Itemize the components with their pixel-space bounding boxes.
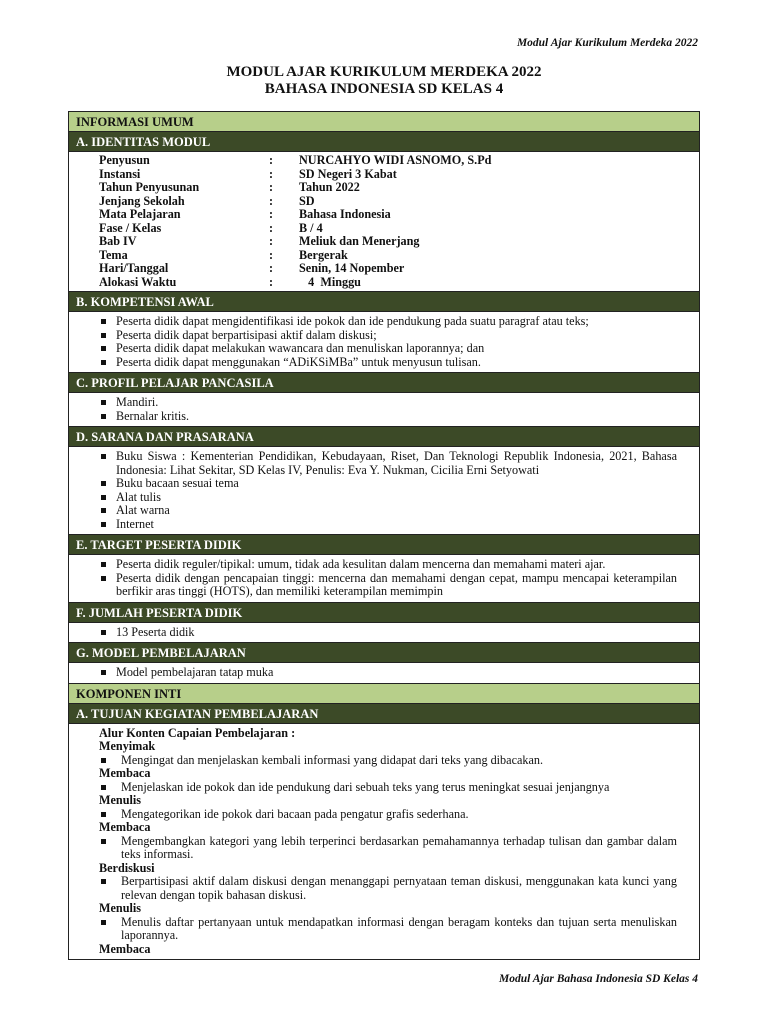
jumlah-heading: F. JUMLAH PESERTA DIDIK bbox=[69, 603, 699, 623]
identitas-key: Alokasi Waktu bbox=[99, 274, 177, 289]
identitas-row bbox=[99, 181, 677, 195]
module-table bbox=[68, 111, 700, 960]
profil-item: Bernalar kritis. bbox=[99, 410, 677, 424]
identitas-value: Senin, 14 Nopember bbox=[299, 261, 405, 275]
identitas-key: Tahun Penyusunan bbox=[99, 180, 200, 194]
tujuan-group-title: Membaca bbox=[99, 941, 151, 956]
identitas-heading: A. IDENTITAS MODUL bbox=[69, 132, 699, 152]
target-section bbox=[69, 555, 699, 603]
target-heading: E. TARGET PESERTA DIDIK bbox=[69, 535, 699, 555]
document-title bbox=[0, 64, 768, 98]
identitas-row bbox=[99, 208, 677, 222]
identitas-row bbox=[99, 168, 677, 182]
tujuan-item: Menjelaskan ide pokok dan ide pendukung dari sebuah teks yang terus meningkat sesuai jenjangnya bbox=[99, 781, 677, 795]
sarana-item: Alat warna bbox=[99, 504, 677, 518]
tujuan-group-list bbox=[99, 916, 677, 943]
sarana-heading: D. SARANA DAN PRASARANA bbox=[69, 427, 699, 447]
sarana-section bbox=[69, 447, 699, 535]
jumlah-item: 13 Peserta didik bbox=[99, 626, 677, 640]
identitas-value: Bahasa Indonesia bbox=[299, 207, 391, 221]
identitas-colon: : bbox=[269, 274, 274, 289]
sarana-item: Internet bbox=[99, 518, 677, 532]
tujuan-group-title: Membaca bbox=[99, 766, 151, 780]
title-line-1: MODUL AJAR KURIKULUM MERDEKA 2022 bbox=[226, 64, 542, 80]
identitas-key: Instansi bbox=[99, 166, 141, 181]
identitas-colon: : bbox=[269, 207, 274, 221]
target-list bbox=[99, 558, 677, 599]
identitas-row bbox=[99, 249, 677, 263]
header-note: Modul Ajar Kurikulum Merdeka 2022 bbox=[516, 37, 698, 49]
informasi-umum-bar: INFORMASI UMUM bbox=[69, 112, 699, 132]
profil-heading: C. PROFIL PELAJAR PANCASILA bbox=[69, 373, 699, 393]
tujuan-group-title: Menyimak bbox=[99, 739, 156, 753]
identitas-colon: : bbox=[269, 220, 274, 235]
tujuan-group-title: Menulis bbox=[99, 901, 141, 915]
identitas-colon: : bbox=[269, 261, 274, 275]
tujuan-item: Berpartisipasi aktif dalam diskusi dengan menanggapi pernyataan teman diskusi, menggunakan kata kunci yang relevan dengan topik bahasan diskusi. bbox=[99, 875, 677, 902]
identitas-colon: : bbox=[269, 166, 274, 181]
tujuan-group-list bbox=[99, 875, 677, 902]
kompetensi-list bbox=[99, 315, 677, 369]
tujuan-group-list bbox=[99, 754, 677, 768]
identitas-key: Bab IV bbox=[99, 234, 137, 248]
identitas-value: B / 4 bbox=[299, 220, 323, 235]
tujuan-heading: A. TUJUAN KEGIATAN PEMBELAJARAN bbox=[69, 704, 699, 724]
identitas-colon: : bbox=[269, 153, 274, 167]
sarana-list bbox=[99, 450, 677, 531]
identitas-value: 4 Minggu bbox=[299, 274, 361, 289]
identitas-row bbox=[99, 195, 677, 209]
kompetensi-item: Peserta didik dapat berpartisipasi aktif dalam diskusi; bbox=[99, 329, 677, 343]
identitas-value: Meliuk dan Menerjang bbox=[299, 234, 420, 248]
profil-section bbox=[69, 393, 699, 427]
identitas-colon: : bbox=[269, 234, 274, 248]
identitas-colon: : bbox=[269, 247, 274, 262]
identitas-value: NURCAHYO WIDI ASNOMO, S.Pd bbox=[299, 153, 492, 167]
identitas-value: SD Negeri 3 Kabat bbox=[299, 166, 397, 181]
identitas-row bbox=[99, 276, 677, 290]
kompetensi-section bbox=[69, 312, 699, 373]
alur-konten-title: Alur Konten Capaian Pembelajaran : bbox=[99, 725, 296, 740]
kompetensi-item: Peserta didik dapat menggunakan “ADiKSiMBa” untuk menyusun tulisan. bbox=[99, 356, 677, 370]
identitas-value: Tahun 2022 bbox=[299, 180, 360, 194]
tujuan-group-list bbox=[99, 835, 677, 862]
identitas-key: Fase / Kelas bbox=[99, 220, 162, 235]
target-item: Peserta didik dengan pencapaian tinggi: mencerna dan memahami dengan cepat, mampu mencapai keterampilan berfikir aras tinggi (HOTS), dan memiliki keterampilan memimpin bbox=[99, 572, 677, 599]
tujuan-section bbox=[69, 724, 699, 961]
identitas-section bbox=[69, 152, 699, 292]
profil-item: Mandiri. bbox=[99, 396, 677, 410]
identitas-colon: : bbox=[269, 180, 274, 194]
tujuan-group-list bbox=[99, 781, 677, 795]
sarana-item: Alat tulis bbox=[99, 491, 677, 505]
model-list bbox=[99, 666, 677, 680]
sarana-item: Buku Siswa : Kementerian Pendidikan, Kebudayaan, Riset, Dan Teknologi Republik Indonesia, 2021, Bahasa Indonesia: Lihat Sekitar, SD Kelas IV, Penulis: Eva Y. Nukman, Cicilia Erni Setyowati bbox=[99, 450, 677, 477]
model-heading: G. MODEL PEMBELAJARAN bbox=[69, 643, 699, 663]
tujuan-item: Mengategorikan ide pokok dari bacaan pada pengatur grafis sederhana. bbox=[99, 808, 677, 822]
komponen-inti-bar: KOMPONEN INTI bbox=[69, 684, 699, 704]
sarana-item: Buku bacaan sesuai tema bbox=[99, 477, 677, 491]
identitas-row bbox=[99, 222, 677, 236]
footer-note: Modul Ajar Bahasa Indonesia SD Kelas 4 bbox=[499, 973, 698, 985]
kompetensi-heading: B. KOMPETENSI AWAL bbox=[69, 292, 699, 312]
identitas-value: SD bbox=[299, 193, 315, 208]
model-item: Model pembelajaran tatap muka bbox=[99, 666, 677, 680]
identitas-key: Jenjang Sekolah bbox=[99, 193, 185, 208]
tujuan-group-title: Menulis bbox=[99, 793, 141, 807]
target-item: Peserta didik reguler/tipikal: umum, tidak ada kesulitan dalam mencerna dan memahami materi ajar. bbox=[99, 558, 677, 572]
tujuan-item: Mengingat dan menjelaskan kembali informasi yang didapat dari teks yang dibacakan. bbox=[99, 754, 677, 768]
identitas-colon: : bbox=[269, 193, 274, 208]
kompetensi-item: Peserta didik dapat mengidentifikasi ide pokok dan ide pendukung pada suatu paragraf atau teks; bbox=[99, 315, 677, 329]
jumlah-list bbox=[99, 626, 677, 640]
identitas-row bbox=[99, 235, 677, 249]
profil-list bbox=[99, 396, 677, 423]
identitas-key: Mata Pelajaran bbox=[99, 207, 181, 221]
tujuan-groups bbox=[99, 740, 677, 956]
jumlah-section bbox=[69, 623, 699, 644]
tujuan-item: Mengembangkan kategori yang lebih terperinci berdasarkan pemahamannya terhadap tulisan dan gambar dalam teks informasi. bbox=[99, 835, 677, 862]
identitas-row bbox=[99, 154, 677, 168]
identitas-key: Penyusun bbox=[99, 153, 150, 167]
model-section bbox=[69, 663, 699, 684]
tujuan-item: Menulis daftar pertanyaan untuk mendapatkan informasi dengan beragam konteks dan tujuan serta menuliskan laporannya. bbox=[99, 916, 677, 943]
identitas-row bbox=[99, 262, 677, 276]
identitas-key: Hari/Tanggal bbox=[99, 261, 169, 275]
identitas-key: Tema bbox=[99, 247, 128, 262]
tujuan-group-title: Membaca bbox=[99, 820, 151, 834]
title-line-2: BAHASA INDONESIA SD KELAS 4 bbox=[264, 81, 504, 97]
identitas-value: Bergerak bbox=[299, 247, 348, 262]
kompetensi-item: Peserta didik dapat melakukan wawancara dan menuliskan laporannya; dan bbox=[99, 342, 677, 356]
tujuan-group-title: Berdiskusi bbox=[99, 860, 155, 875]
tujuan-group-list bbox=[99, 808, 677, 822]
